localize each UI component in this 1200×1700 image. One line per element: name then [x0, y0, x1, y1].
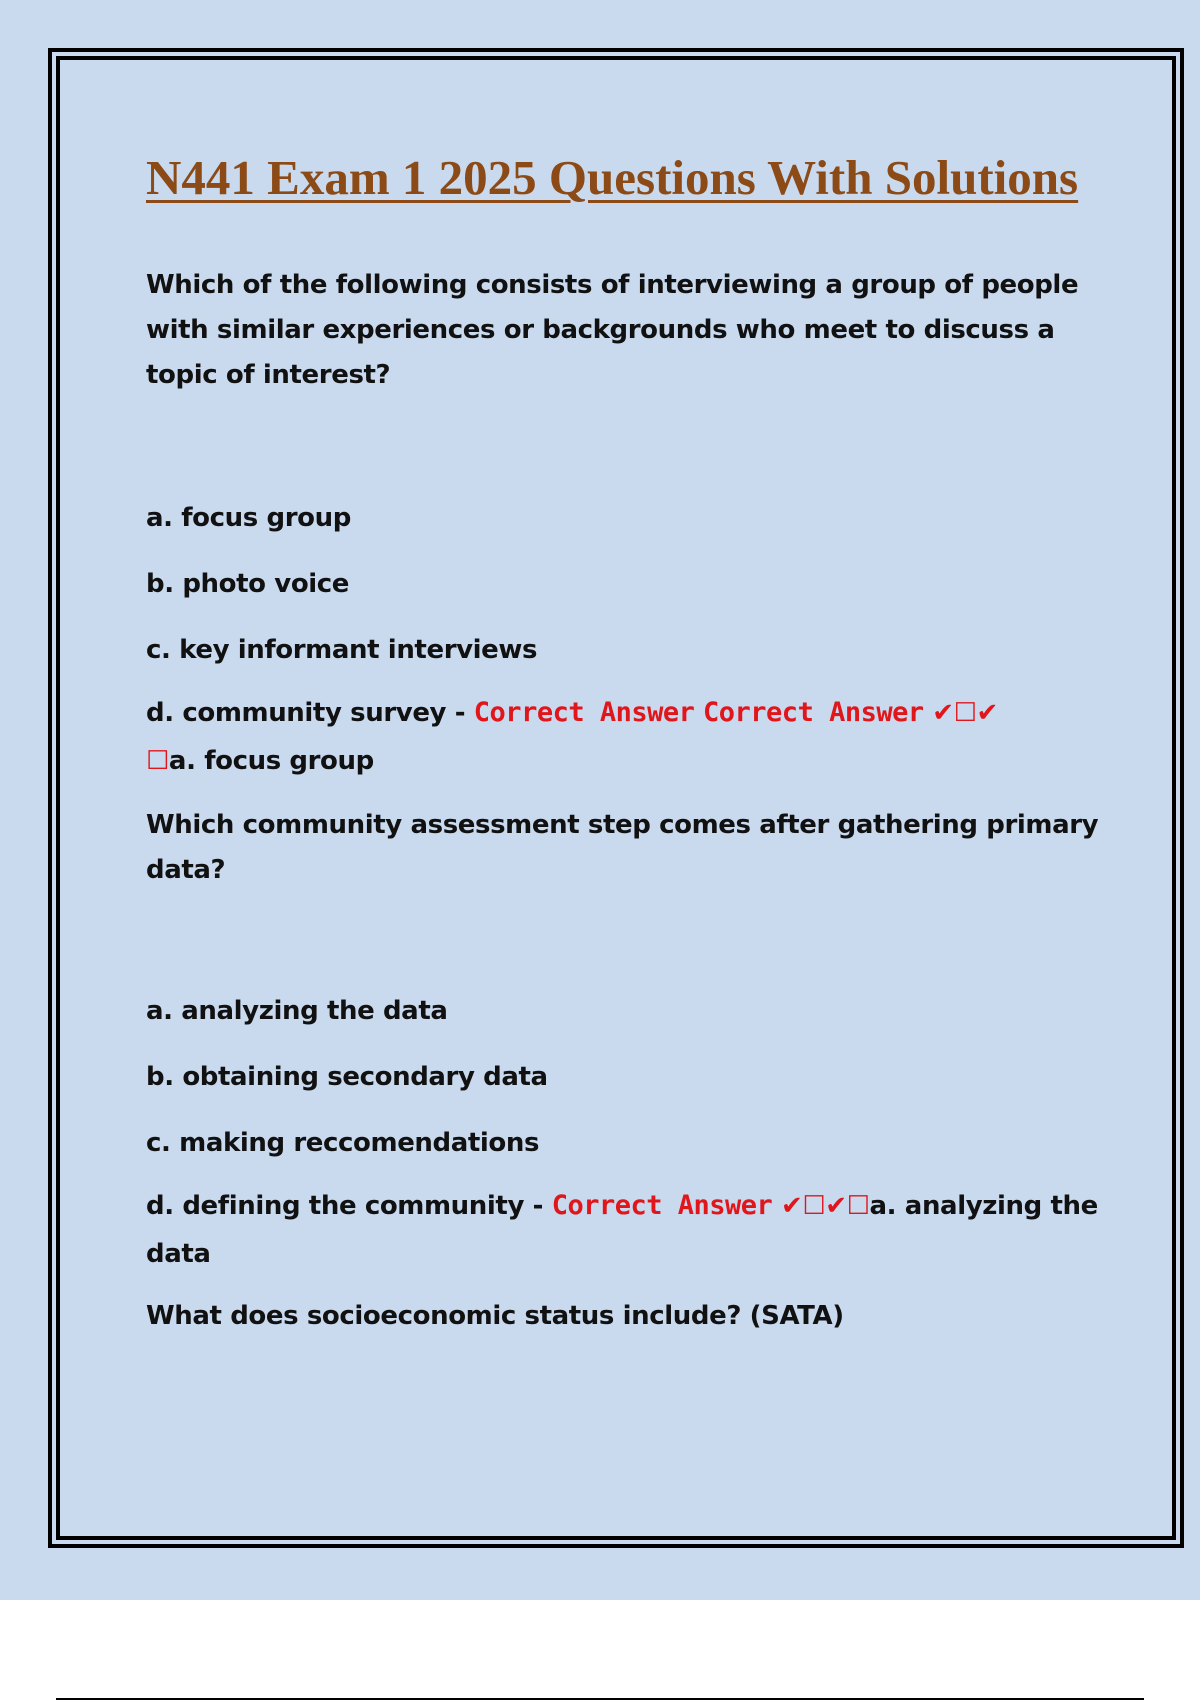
question-1-option-a: a. focus group: [146, 503, 351, 533]
question-2-option-b: b. obtaining secondary data: [146, 1062, 548, 1092]
question-1-option-d-with-answer: [146, 689, 1106, 785]
document-content: [146, 148, 1106, 1339]
question-2-option-c: c. making reccomendations: [146, 1128, 540, 1158]
correct-answer-label: Correct Answer: [703, 697, 924, 728]
question-1-option-b: b. photo voice: [146, 569, 350, 599]
box-mark: ☐: [146, 746, 169, 776]
question-2-option-d: d. defining the community -: [146, 1191, 544, 1221]
check-box-marks: ✔☐✔☐: [780, 1191, 870, 1221]
check-box-marks: ✔☐✔: [932, 698, 998, 728]
question-1-text: Which of the following consists of interviewing a group of people with similar experiences or backgrounds who meet to discuss a topic of interest?: [146, 270, 1079, 390]
question-2-answer: a. analyzing the data: [146, 1191, 1098, 1269]
correct-answer-label: Correct Answer: [473, 697, 695, 728]
question-2-option-d-with-answer: [146, 1182, 1106, 1278]
document-title: N441 Exam 1 2025 Questions With Solutions: [146, 150, 1079, 205]
correct-answer-label: Correct Answer: [551, 1190, 773, 1221]
question-2-option-a: a. analyzing the data: [146, 996, 448, 1026]
question-1-option-d: d. community survey -: [146, 698, 466, 728]
question-2-text: Which community assessment step comes after gathering primary data?: [146, 810, 1099, 885]
question-1-answer: a. focus group: [168, 746, 374, 776]
question-1-option-c: c. key informant interviews: [146, 635, 538, 665]
question-3-text: What does socioeconomic status include? (SATA): [146, 1301, 844, 1331]
